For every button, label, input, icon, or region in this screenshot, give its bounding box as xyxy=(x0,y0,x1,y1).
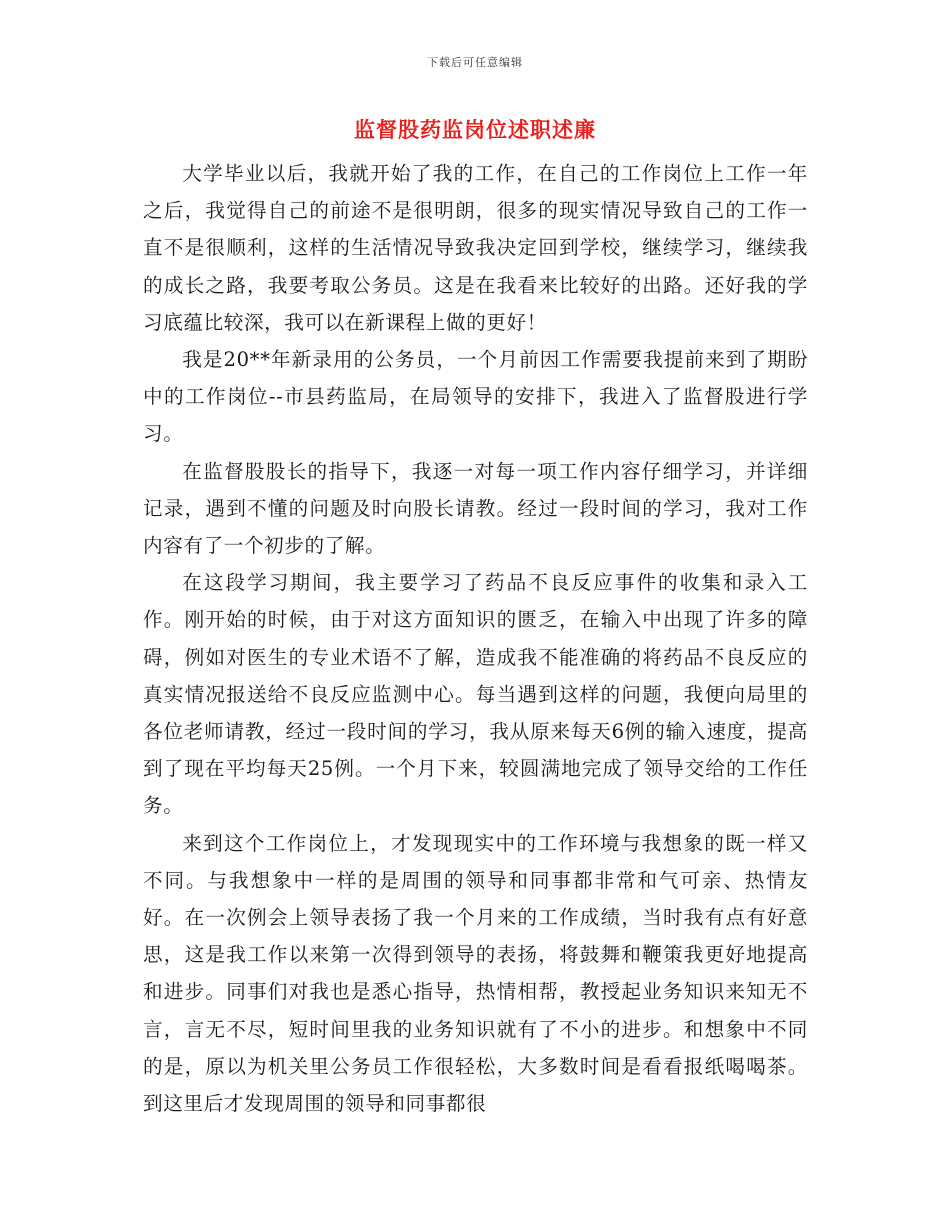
document-title: 监督股药监岗位述职述廉 xyxy=(354,117,596,142)
paragraph: 大学毕业以后，我就开始了我的工作，在自己的工作岗位上工作一年之后，我觉得自己的前途不是很明朗，很多的现实情况导致自己的工作一直不是很顺利，这样的生活情况导致我决定回到学校，继续学习，继续我的成长之路，我要考取公务员。这是在我看来比较好的出路。还好我的学习底蕴比较深，我可以在新课程上做的更好！ xyxy=(143,162,808,334)
paragraph: 在这段学习期间，我主要学习了药品不良反应事件的收集和录入工作。刚开始的时候，由于对这方面知识的匮乏，在输入中出现了许多的障碍，例如对医生的专业术语不了解，造成我不能准确的将药品不良反应的真实情况报送给不良反应监测中心。每当遇到这样的问题，我便向局里的各位老师请教，经过一段时间的学习，我从原来每天6例的输入速度，提高到了现在平均每天25例。一个月下来，较圆满地完成了领导交给的工作任务。 xyxy=(143,571,808,818)
document-body xyxy=(143,155,808,1122)
paragraph: 我是20**年新录用的公务员，一个月前因工作需要我提前来到了期盼中的工作岗位--市县药监局，在局领导的安排下，我进入了监督股进行学习。 xyxy=(143,348,808,446)
header-note: 下载后可任意编辑 xyxy=(427,56,523,69)
paragraph: 来到这个工作岗位上，才发现现实中的工作环境与我想象的既一样又不同。与我想象中一样的是周围的领导和同事都非常和气可亲、热情友好。在一次例会上领导表扬了我一个月来的工作成绩，当时我有点有好意思，这是我工作以来第一次得到领导的表扬，将鼓舞和鞭策我更好地提高和进步。同事们对我也是悉心指导，热情相帮，教授起业务知识来知无不言，言无不尽，短时间里我的业务知识就有了不小的进步。和想象中不同的是，原以为机关里公务员工作很轻松，大多数时间是看看报纸喝喝茶。到这里后才发现周围的领导和同事都很 xyxy=(143,831,808,1116)
paragraph: 在监督股股长的指导下，我逐一对每一项工作内容仔细学习，并详细记录，遇到不懂的问题及时向股长请教。经过一段时间的学习，我对工作内容有了一个初步的了解。 xyxy=(143,459,808,558)
